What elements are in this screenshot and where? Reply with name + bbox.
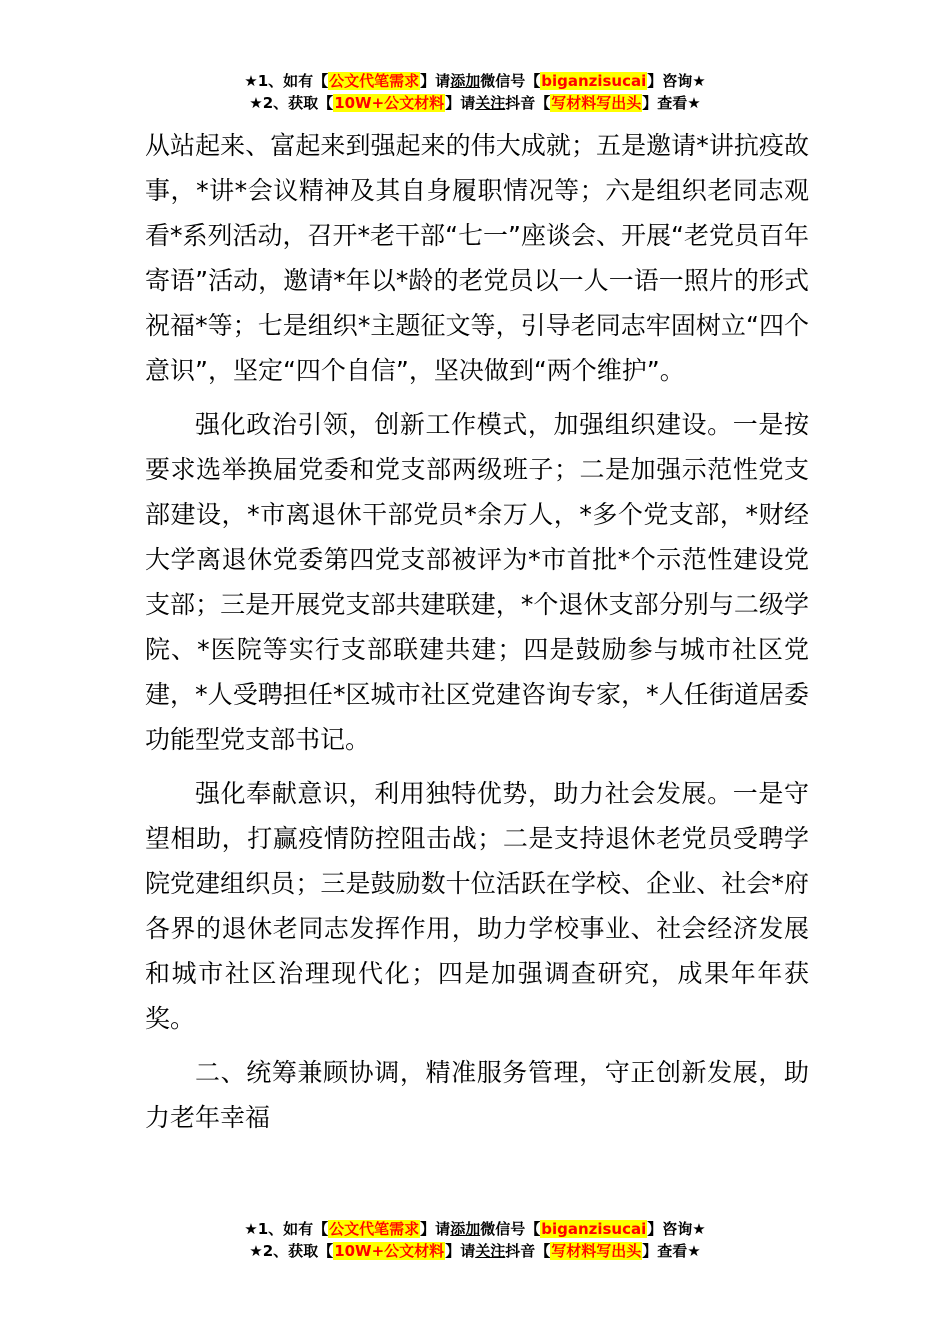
banner-text: 】请 [420,1220,451,1238]
banner-text: ★2、获取【 [249,94,334,112]
banner-line-1 [0,70,950,92]
banner-text: 微信号【 [480,72,541,90]
banner-text: ★2、获取【 [249,1242,334,1260]
section-heading: 二、统筹兼顾协调，精准服务管理，守正创新发展，助力老年幸福 [145,1058,809,1132]
banner-text: 】请 [420,72,451,90]
banner-text: 】请 [445,94,476,112]
underlined-text: 添加 [450,72,481,90]
banner-text: 】请 [445,1242,476,1260]
banner-line-2 [0,1240,950,1262]
highlight-douyin: 写材料写出头 [551,1242,642,1260]
paragraph-3: 强化奉献意识，利用独特优势，助力社会发展。一是守望相助，打赢疫情防控阻击战；二是支持退休老党员受聘学院党建组织员；三是鼓励数十位活跃在学校、企业、社会*府各界的退休老同志发挥作用，助力学校事业、社会经济发展和城市社区治理现代化；四是加强调查研究，成果年年获奖。 [145,779,809,1033]
banner-line-1 [0,1218,950,1240]
banner-line-2 [0,92,950,114]
highlight-service: 公文代笔需求 [329,72,420,90]
header-banner [0,70,950,114]
banner-text: 】咨询★ [647,1220,706,1238]
highlight-wechat-id: biganzisucai [541,1220,647,1238]
banner-text: ★1、如有【 [244,72,329,90]
footer-banner [0,1218,950,1262]
banner-text: ★1、如有【 [244,1220,329,1238]
underlined-text: 添加 [450,1220,481,1238]
banner-text: 】查看★ [642,1242,701,1260]
highlight-materials: 10W+公文材料 [334,94,445,112]
banner-text: 微信号【 [480,1220,541,1238]
highlight-douyin: 写材料写出头 [551,94,642,112]
highlight-materials: 10W+公文材料 [334,1242,445,1260]
banner-text: 】咨询★ [647,72,706,90]
highlight-wechat-id: biganzisucai [541,72,647,90]
document-body [145,123,809,1140]
banner-text: 抖音【 [505,94,551,112]
underlined-text: 关注 [475,1242,506,1260]
underlined-text: 关注 [475,94,506,112]
paragraph-1: 从站起来、富起来到强起来的伟大成就；五是邀请*讲抗疫故事，*讲*会议精神及其自身履职情况等；六是组织老同志观看*系列活动，召开*老干部“七一”座谈会、开展“老党员百年寄语”活动，邀请*年以*龄的老党员以一人一语一照片的形式祝福*等；七是组织*主题征文等，引导老同志牢固树立“四个意识”，坚定“四个自信”，坚决做到“两个维护”。 [145,131,809,385]
highlight-service: 公文代笔需求 [329,1220,420,1238]
banner-text: 】查看★ [642,94,701,112]
banner-text: 抖音【 [505,1242,551,1260]
paragraph-2: 强化政治引领，创新工作模式，加强组织建设。一是按要求选举换届党委和党支部两级班子；二是加强示范性党支部建设，*市离退休干部党员*余万人，*多个党支部，*财经大学离退休党委第四党支部被评为*市首批*个示范性建设党支部；三是开展党支部共建联建，*个退休支部分别与二级学院、*医院等实行支部联建共建；四是鼓励参与城市社区党建，*人受聘担任*区城市社区党建咨询专家，*人任街道居委功能型党支部书记。 [145,410,809,754]
